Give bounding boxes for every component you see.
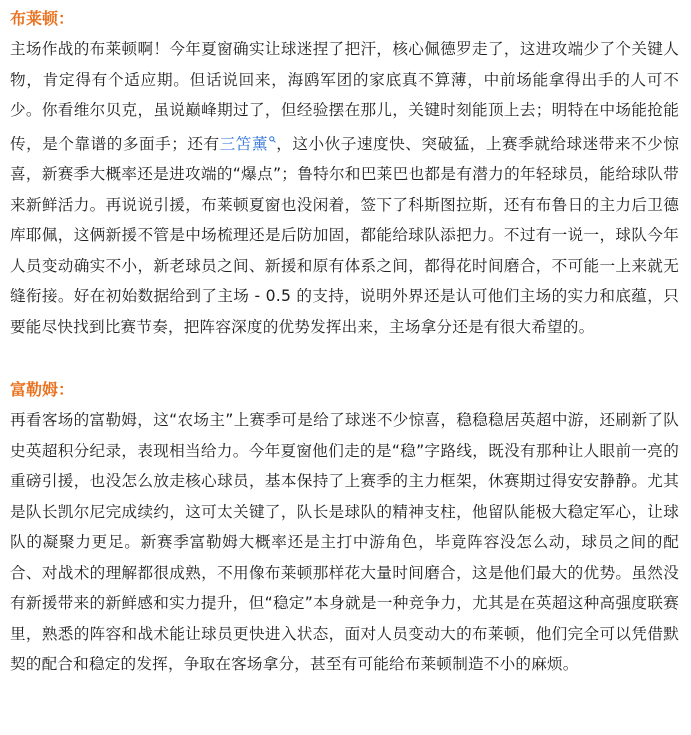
search-icon (269, 136, 276, 146)
section-title-brighton: 布莱顿： (10, 9, 75, 28)
article (0, 8, 691, 680)
player-link-mitoma[interactable] (220, 135, 276, 153)
brighton-text-part-2: ，这小伙子速度快、突破猛，上赛季就给球迷带来不少惊喜，新赛季大概率还是进攻端的“爆点”；鲁特尔和巴莱巴也都是有潜力的年轻球员，能给球队带来新鲜活力。再说说引援，布莱顿夏窗也没闲着，签下了科斯图拉斯，还有布鲁日的主力后卫德库耶佩，这俩新援不管是中场梳理还是后防加固，都能给球队添把力。不过有一说一，球队今年人员变动确实不小，新老球员之间、新援和原有体系之间，都得花时间磨合，不可能一上来就无缝衔接。好在初始数据给到了主场 - 0.5 的支持，说明外界还是认可他们主场的实力和底蕴，只要能尽快找到比赛节奏，把阵容深度的优势发挥出来，主场拿分还是有很大希望的。 (10, 134, 679, 336)
fulham-paragraph: 再看客场的富勒姆，这“农场主”上赛季可是给了球迷不少惊喜，稳稳稳居英超中游，还刷新了队史英超积分纪录，表现相当给力。今年夏窗他们走的是“稳”字路线，既没有那种让人眼前一亮的重磅引援，也没怎么放走核心球员，基本保持了上赛季的主力框架，休赛期过得安安静静。尤其是队长凯尔尼完成续约，这可太关键了，队长是球队的精神支柱，他留队能极大稳定军心，让球队的凝聚力更足。新赛季富勒姆大概率还是主打中游角色，毕竟阵容没怎么动，球员之间的配合、对战术的理解都很成熟，不用像布莱顿那样花大量时间磨合，这是他们最大的优势。虽然没有新援带来的新鲜感和实力提升，但“稳定”本身就是一种竞争力，尤其是在英超这种高强度联赛里，熟悉的阵容和战术能让球员更快进入状态，面对人员变动大的布莱顿，他们完全可以凭借默契的配合和稳定的发挥，争取在客场拿分，甚至有可能给布莱顿制造不小的麻烦。 (10, 411, 679, 674)
brighton-text-part-1: 主场作战的布莱顿啊！今年夏窗确实让球迷捏了把汗，核心佩德罗走了，这进攻端少了个关键人物，肯定得有个适应期。但话说回来，海鸥军团的家底真不算薄，中前场能拿得出手的人可不少。你看维尔贝克，虽说巅峰期过了，但经验摆在那儿，关键时刻能顶上去；明特在中场能抢能传，是个靠谱的多面手；还有 (10, 40, 679, 153)
section-title-fulham: 富勒姆： (10, 380, 75, 400)
player-link-label: 三笘薰 (219, 134, 268, 153)
brighton-paragraph (10, 34, 679, 342)
